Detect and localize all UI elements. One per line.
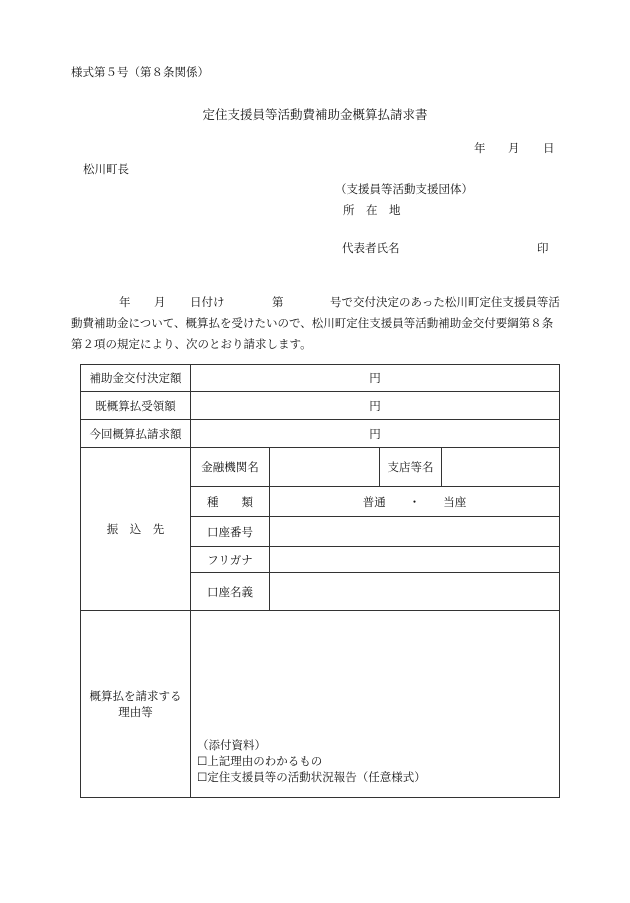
body-line2: 動費補助金について、概算払を受けたいので、松川町定住支援員等活動補助金交付要綱第８条 bbox=[71, 316, 554, 330]
furigana-label: フリガナ bbox=[191, 547, 270, 573]
body-day-tsuke: 日付け bbox=[190, 295, 225, 309]
branch-name-label: 支店等名 bbox=[380, 448, 442, 487]
branch-name-field[interactable] bbox=[442, 448, 560, 487]
bank-name-label: 金融機関名 bbox=[191, 448, 270, 487]
yen-unit: 円 bbox=[369, 398, 381, 413]
reason-field[interactable] bbox=[191, 611, 560, 798]
claim-table bbox=[80, 364, 560, 798]
applicant-org-label: （支援員等活動支援団体） bbox=[335, 182, 473, 196]
yen-unit: 円 bbox=[369, 371, 381, 385]
received-amount-label: 既概算払受領額 bbox=[81, 392, 191, 420]
seal-mark: 印 bbox=[537, 241, 549, 255]
bank-name-field[interactable] bbox=[270, 448, 380, 487]
attachment-item-1[interactable]: ☐上記理由のわかるもの bbox=[197, 754, 323, 768]
account-type-label: 種 類 bbox=[191, 487, 270, 517]
addressee: 松川町長 bbox=[83, 162, 129, 176]
grant-decision-amount-field[interactable] bbox=[191, 365, 560, 392]
applicant-rep-label: 代表者氏名 bbox=[342, 241, 400, 255]
account-holder-label: 口座名義 bbox=[191, 573, 270, 611]
document-title: 定住支援員等活動費補助金概算払請求書 bbox=[202, 107, 428, 122]
date-year-label: 年 bbox=[474, 141, 486, 155]
request-amount-label: 今回概算払請求額 bbox=[81, 420, 191, 448]
account-holder-field[interactable] bbox=[270, 573, 560, 611]
body-line1-rest: 号で交付決定のあった松川町定住支援員等活 bbox=[330, 295, 560, 309]
account-number-field[interactable] bbox=[270, 517, 560, 547]
applicant-address-label: 所 在 地 bbox=[343, 203, 401, 217]
body-line3: 第２項の規定により、次のとおり請求します。 bbox=[71, 337, 312, 351]
yen-unit: 円 bbox=[369, 426, 381, 441]
account-type-options[interactable]: 普通 ・ 当座 bbox=[270, 487, 560, 517]
reason-label bbox=[81, 611, 191, 798]
grant-decision-amount-label: 補助金交付決定額 bbox=[81, 365, 191, 392]
transfer-destination-label: 振 込 先 bbox=[81, 448, 191, 611]
attachments-title: （添付資料） bbox=[197, 738, 266, 752]
body-dai: 第 bbox=[272, 295, 284, 309]
form-number: 様式第５号（第８条関係） bbox=[71, 65, 209, 79]
body-year: 年 bbox=[119, 295, 131, 309]
reason-label-line1: 概算払を請求する bbox=[89, 689, 182, 703]
attachment-item-2[interactable]: ☐定住支援員等の活動状況報告（任意様式） bbox=[197, 770, 426, 784]
account-number-label: 口座番号 bbox=[191, 517, 270, 547]
received-amount-field[interactable] bbox=[191, 392, 560, 420]
date-month-label: 月 bbox=[508, 141, 520, 155]
body-month: 月 bbox=[154, 295, 166, 309]
date-day-label: 日 bbox=[543, 141, 555, 155]
reason-label-line2: 理由等 bbox=[118, 705, 153, 719]
furigana-field[interactable] bbox=[270, 547, 560, 573]
request-amount-field[interactable] bbox=[191, 420, 560, 448]
